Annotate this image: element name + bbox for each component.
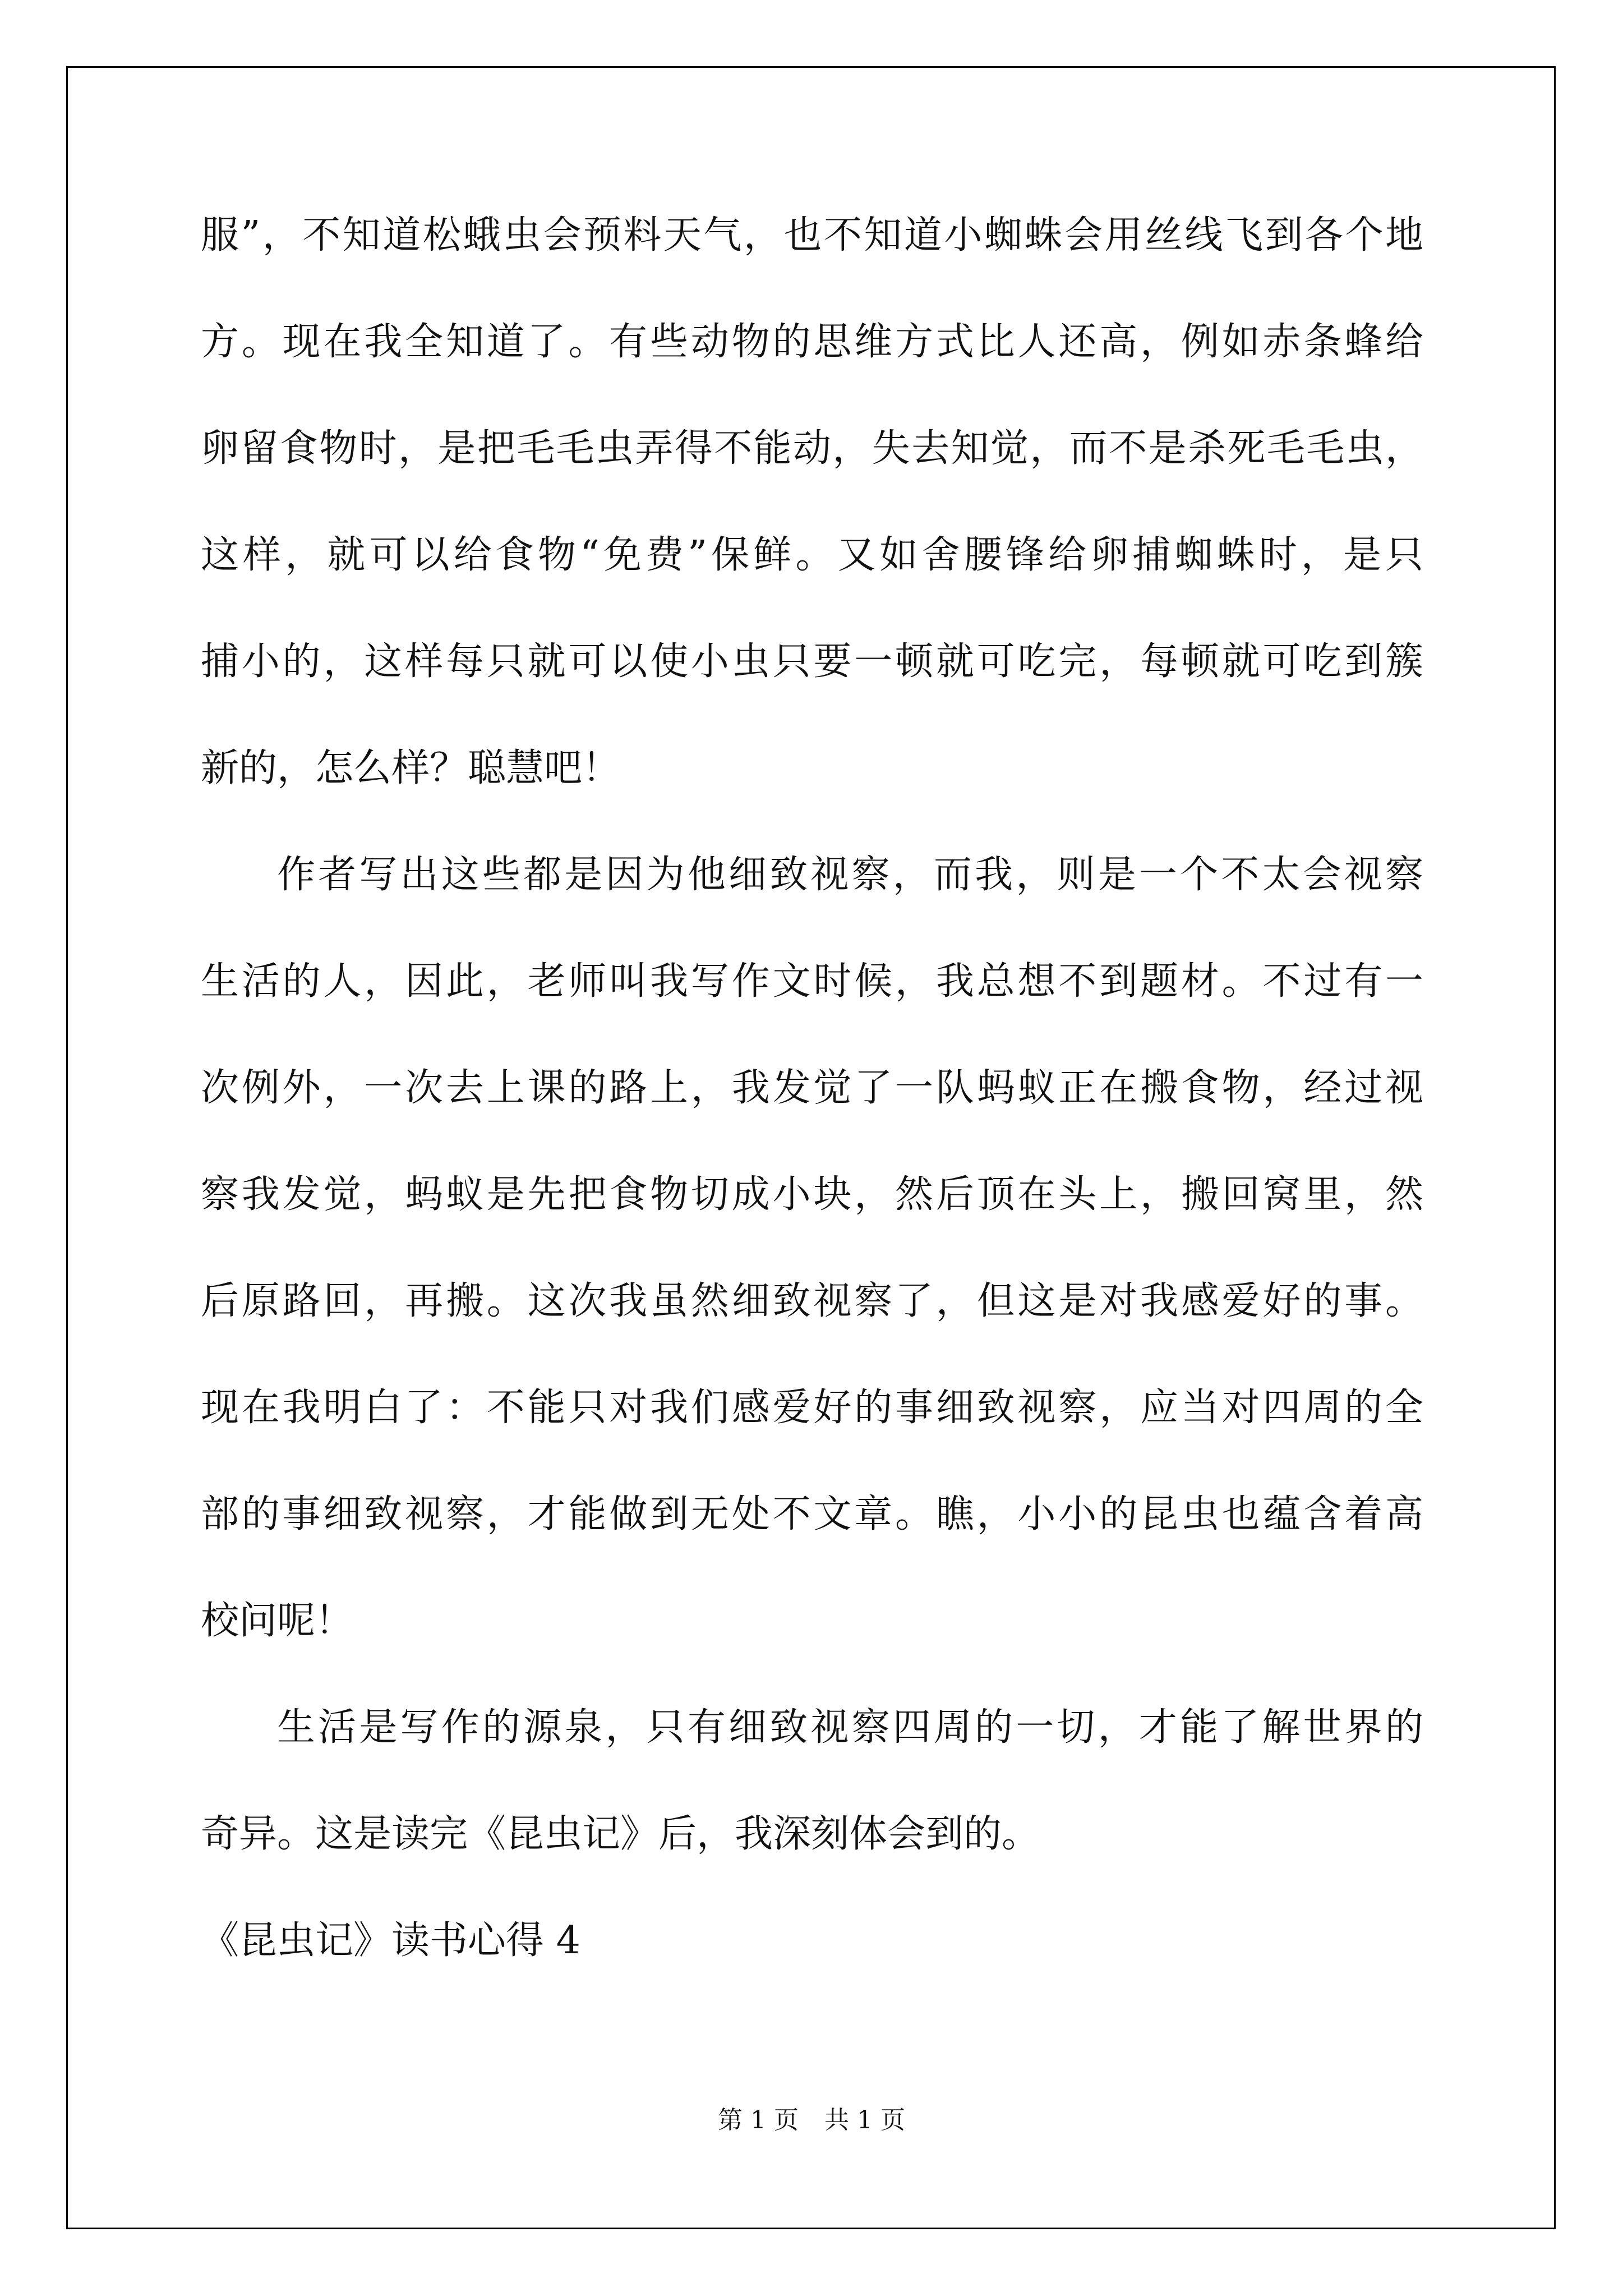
page-total: 共 1 页 xyxy=(824,2106,905,2134)
paragraph-first-line: 生活是写作的源泉，只有细致视察四周的一切，才能了解世界的 xyxy=(277,1705,1423,1750)
text-line: 捕小的，这样每只就可以使小虫只要一顿就可吃完，每顿就可吃到簇 xyxy=(201,639,1423,684)
page-number: 第 1 页 xyxy=(718,2106,799,2134)
text-line: 部的事细致视察，才能做到无处不文章。瞧，小小的昆虫也蕴含着高 xyxy=(201,1492,1423,1536)
text-line: 方。现在我全知道了。有些动物的思维方式比人还高，例如赤条蜂给 xyxy=(201,320,1423,364)
paragraph-first-line: 作者写出这些都是因为他细致视察，而我，则是一个不太会视察 xyxy=(277,853,1423,897)
text-line: 生活的人，因此，老师叫我写作文时候，我总想不到题材。不过有一 xyxy=(201,959,1423,1004)
text-line: 察我发觉，蚂蚁是先把食物切成小块，然后顶在头上，搬回窝里，然 xyxy=(201,1172,1423,1217)
text-line: 服”，不知道松蛾虫会预料天气，也不知道小蜘蛛会用丝线飞到各个地 xyxy=(201,213,1423,257)
text-line: 校问呢！ xyxy=(201,1599,354,1643)
text-line: 现在我明白了：不能只对我们感爱好的事细致视察，应当对四周的全 xyxy=(201,1386,1423,1430)
text-line: 次例外，一次去上课的路上，我发觉了一队蚂蚁正在搬食物，经过视 xyxy=(201,1066,1423,1110)
page-footer xyxy=(0,2104,1623,2137)
text-line: 卵留食物时，是把毛毛虫弄得不能动，失去知觉，而不是杀死毛毛虫， xyxy=(201,426,1423,471)
text-line: 奇异。这是读完《昆虫记》后，我深刻体会到的。 xyxy=(201,1812,1040,1856)
text-line: 新的，怎么样？聪慧吧！ xyxy=(201,746,621,790)
section-heading: 《昆虫记》读书心得 4 xyxy=(201,1918,580,1963)
document-body xyxy=(201,209,1423,2021)
text-line: 后原路回，再搬。这次我虽然细致视察了，但这是对我感爱好的事。 xyxy=(201,1279,1423,1323)
text-line: 这样，就可以给食物“免费”保鲜。又如舍腰锋给卵捕蜘蛛时，是只 xyxy=(201,533,1423,577)
